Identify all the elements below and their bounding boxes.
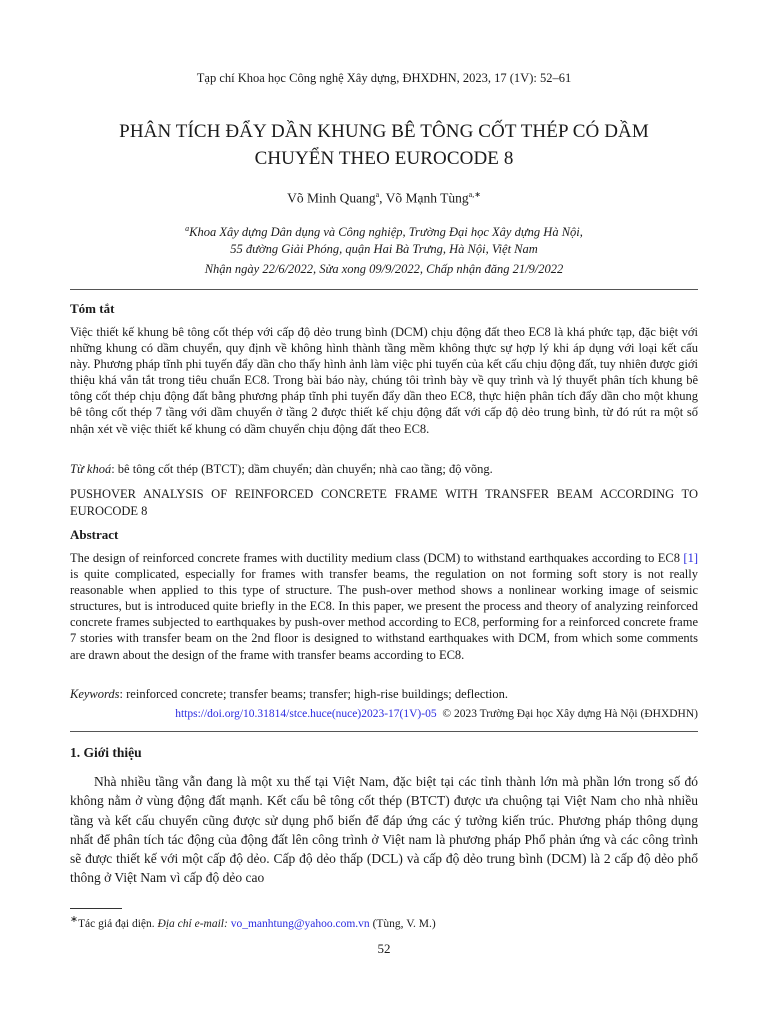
english-title: PUSHOVER ANALYSIS OF REINFORCED CONCRETE FRAME WITH TRANSFER BEAM ACCORDING TO EUROCODE 8 xyxy=(70,487,698,518)
en-abstract-heading: Abstract xyxy=(70,527,119,542)
footnote-prefix: Tác giả đại diện. xyxy=(78,917,158,930)
top-divider xyxy=(70,289,698,290)
author-2: Võ Mạnh Tùng xyxy=(385,190,469,206)
vi-keywords-label: Từ khoá xyxy=(70,462,112,476)
affiliation-marker: a xyxy=(185,224,190,233)
title-line-1: PHÂN TÍCH ĐẨY DẦN KHUNG BÊ TÔNG CỐT THÉP CÓ DẦM xyxy=(119,121,649,142)
vi-abstract-text: Việc thiết kế khung bê tông cốt thép với cấp độ dẻo trung bình (DCM) chịu động đất theo EC8 là khá phức tạp, đặc biệt với những khung có dầm chuyển, quy định về không hình thành tầng mềm không thực sự hợp lý khi áp dụng với loại kết cấu này. Phương pháp tĩnh phi tuyến đẩy dần cho thấy hình ảnh làm việc phi tuyến của kết cấu chịu động đất, tuy nhiên được giới thiệu khá vắn tắt trong tiêu chuẩn EC8. Trong bài báo này, chúng tôi trình bày về quy trình và lý thuyết phân tích khung bê tông cốt thép chịu động đất bằng phương pháp tĩnh phi tuyến đẩy dần theo EC8, thực hiện phân tích đẩy dần cho một khung bê tông cốt thép 7 tầng với dầm chuyển ở tầng 2 được thiết kế chịu động đất với cấp độ dẻo trung bình, từ đó rút ra một số nhận xét về việc thiết kế khung có dầm chuyển chịu động đất theo EC8. xyxy=(70,325,698,436)
affiliation xyxy=(70,220,698,258)
footnote-divider xyxy=(70,908,122,909)
author-1: Võ Minh Quang xyxy=(287,190,376,206)
section-1-heading: 1. Giới thiệu xyxy=(70,745,142,760)
affiliation-line-1: Khoa Xây dựng Dân dụng và Công nghiệp, Trường Đại học Xây dựng Hà Nội, xyxy=(189,225,583,240)
en-abstract-text-part-1: The design of reinforced concrete frames with ductility medium class (DCM) to withstand earthquakes according to EC8 xyxy=(70,551,684,565)
title-line-2: CHUYỂN THEO EUROCODE 8 xyxy=(254,148,514,169)
copyright-notice: © 2023 Trường Đại học Xây dựng Hà Nội (ĐHXDHN) xyxy=(442,708,698,720)
doi-line xyxy=(70,708,698,720)
received-dates: Nhận ngày 22/6/2022, Sửa xong 09/9/2022, Chấp nhận đăng 21/9/2022 xyxy=(204,262,564,276)
affiliation-line-2: 55 đường Giải Phóng, quận Hai Bà Trưng, Hà Nội, Việt Nam xyxy=(230,242,538,257)
vi-keywords xyxy=(70,461,698,477)
paper-title xyxy=(70,118,698,172)
author-separator: , xyxy=(379,190,386,206)
abstract-divider xyxy=(70,731,698,732)
author-list xyxy=(70,190,698,207)
vi-abstract-heading: Tóm tắt xyxy=(70,301,115,316)
citation-link[interactable]: [1] xyxy=(683,551,698,565)
doi-link[interactable]: https://doi.org/10.31814/stce.huce(nuce)2023-17(1V)-05 xyxy=(175,708,437,720)
vi-keywords-list: : bê tông cốt thép (BTCT); dầm chuyển; dàn chuyển; nhà cao tầng; độ võng. xyxy=(111,462,493,476)
page-number: 52 xyxy=(377,941,391,956)
footnote-marker: ∗ xyxy=(70,914,79,925)
author-1-affil-marker: a xyxy=(375,190,380,199)
author-2-affil-marker: a,∗ xyxy=(468,190,481,199)
footnote xyxy=(70,914,436,930)
footnote-suffix: (Tùng, V. M.) xyxy=(369,917,436,930)
section-1-paragraph: Nhà nhiều tầng vẫn đang là một xu thế tại Việt Nam, đặc biệt tại các tỉnh thành lớn mà phần lớn trong số đó không nằm ở vùng động đất mạnh. Kết cấu bê tông cốt thép (BTCT) được ưa chuộng tại Việt Nam cho nhà nhiều tầng và kết cấu chuyển cũng được sử dụng phổ biến để đáp ứng các ý tưởng kiến trúc. Phương pháp thông dụng nhất để phân tích tác động của động đất lên công trình ở Việt nam là phương pháp Phổ phản ứng và các công trình sẽ được thiết kế với một cấp độ dẻo. Cấp độ dẻo thấp (DCL) và cấp độ dẻo trung bình (DCM) là 2 cấp độ dẻo phổ thông ở Việt Nam vì cấp độ dẻo cao xyxy=(70,774,698,886)
en-keywords-list: : reinforced concrete; transfer beams; transfer; high-rise buildings; deflection. xyxy=(119,687,508,701)
en-keywords xyxy=(70,686,698,702)
journal-header: Tạp chí Khoa học Công nghệ Xây dựng, ĐHXDHN, 2023, 17 (1V): 52–61 xyxy=(196,71,572,85)
footnote-email-label: Địa chỉ e-mail: xyxy=(157,917,228,930)
en-keywords-label: Keywords xyxy=(70,687,120,701)
en-abstract-text xyxy=(70,550,698,663)
footnote-email-link[interactable]: vo_manhtung@yahoo.com.vn xyxy=(230,917,370,930)
en-abstract-text-part-2: is quite complicated, especially for frames with transfer beams, the regulation on not forming soft story is not really reasonable when applied to this type of structure. The push-over method shows a nonlinear working image of seismic structures, but is introduced quite briefly in the EC8. In this paper, we present the process and theory of analyzing reinforced concrete frames subjected to earthquakes by push-over method according to EC8, performing for a reinforced concrete frame 7 stories with transfer beam on the 2nd floor is designed to withstand earthquakes with DCM, from which some comments are drawn about the design of the frame with transfer beams according to EC8. xyxy=(70,567,698,662)
